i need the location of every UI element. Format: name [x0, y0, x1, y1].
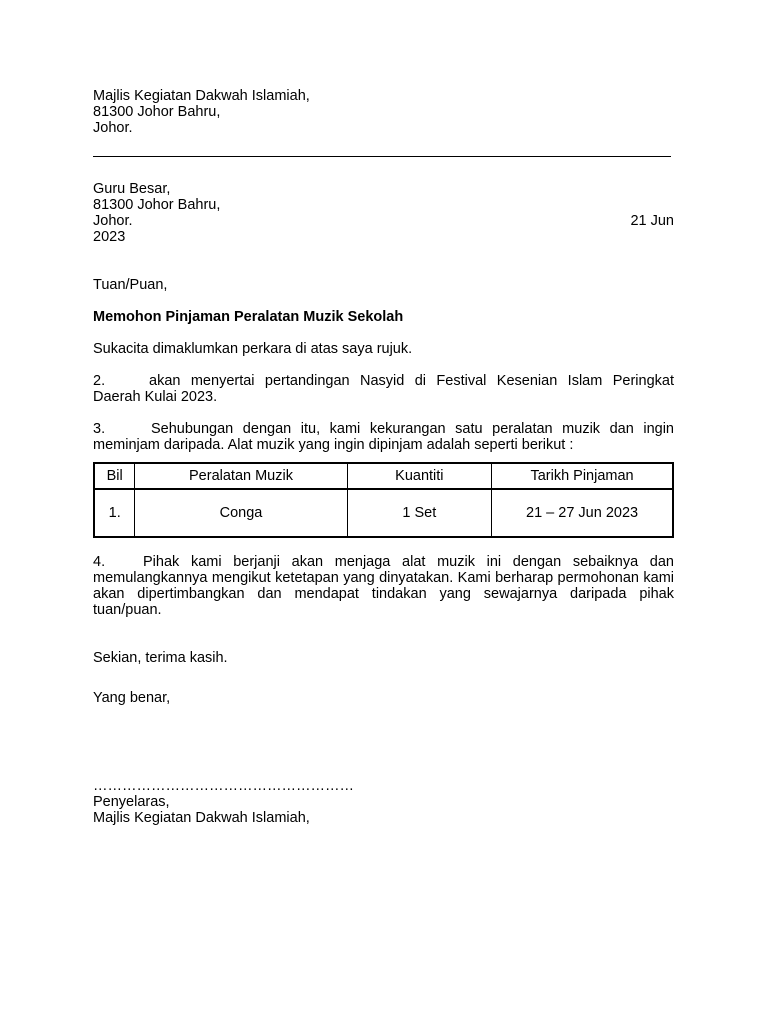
recipient-address: [93, 181, 674, 245]
subject-heading: Memohon Pinjaman Peralatan Muzik Sekolah: [93, 309, 404, 325]
salutation: Tuan/Puan,: [93, 277, 168, 293]
paragraph-3: [93, 421, 674, 453]
signatory-organization: Majlis Kegiatan Dakwah Islamiah,: [93, 810, 310, 826]
sender-line-1: Majlis Kegiatan Dakwah Islamiah,: [93, 88, 310, 104]
letter-page: [93, 88, 674, 826]
table-cell-equipment: Conga: [135, 489, 347, 537]
paragraph-4-number: 4.: [93, 554, 106, 570]
table-header-equipment: Peralatan Muzik: [135, 463, 347, 489]
paragraph-4-text: Pihak kami berjanji akan menjaga alat muzik ini dengan sebaiknya dan memulangkannya mengikut ketetapan yang dinyatakan. Kami berharap permohonan kami akan dipertimbangkan dan mendapat tindakan yang sewajarnya daripada pihak tuan/puan.: [93, 554, 674, 618]
sender-line-2: 81300 Johor Bahru,: [93, 104, 221, 120]
paragraph-2: [93, 373, 674, 405]
paragraph-4: [93, 554, 674, 618]
table-cell-bil: 1.: [94, 489, 135, 537]
table-header-quantity: Kuantiti: [347, 463, 492, 489]
sender-line-3: Johor.: [93, 120, 133, 136]
sender-address: [93, 88, 674, 136]
paragraph-1: Sukacita dimaklumkan perkara di atas saya rujuk.: [93, 341, 413, 357]
equipment-table: [93, 462, 674, 538]
recipient-line-2: 81300 Johor Bahru,: [93, 197, 221, 213]
table-cell-quantity: 1 Set: [347, 489, 492, 537]
letter-date-year: 2023: [93, 229, 126, 245]
closing-thanks: Sekian, terima kasih.: [93, 650, 228, 666]
paragraph-2-number: 2.: [93, 373, 106, 389]
recipient-date-row: [93, 213, 674, 229]
recipient-line-3: Johor.: [93, 213, 133, 229]
paragraph-3-number: 3.: [93, 421, 106, 437]
signatory-title: Penyelaras,: [93, 794, 170, 810]
table-header-row: [94, 463, 673, 489]
paragraph-2-text: akan menyertai pertandingan Nasyid di Festival Kesenian Islam Peringkat Daerah Kulai 2023.: [93, 373, 674, 405]
table-header-loan-date: Tarikh Pinjaman: [492, 463, 673, 489]
recipient-line-1: Guru Besar,: [93, 181, 171, 197]
letter-date: 21 Jun: [630, 213, 674, 229]
table-header-bil: Bil: [94, 463, 135, 489]
table-cell-loan-date: 21 – 27 Jun 2023: [492, 489, 673, 537]
paragraph-3-text: Sehubungan dengan itu, kami kekurangan satu peralatan muzik dan ingin meminjam daripada. Alat muzik yang ingin dipinjam adalah seperti berikut :: [93, 421, 674, 453]
table-row: [94, 489, 673, 537]
closing-yours: Yang benar,: [93, 690, 171, 706]
signature-line: ………………………………………………: [93, 778, 354, 794]
